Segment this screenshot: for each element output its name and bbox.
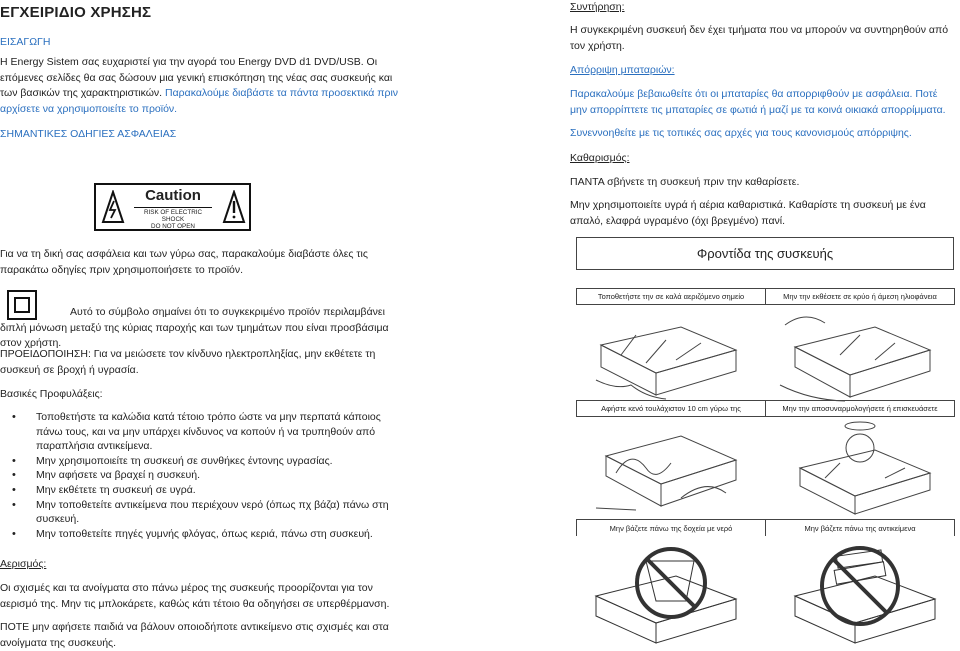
no-objects-on-top-illustration bbox=[765, 541, 955, 646]
list-item: • Μην τοποθετείτε πηγές γυμνής φλόγας, όπως κεριά, πάνω στη συσκευή. bbox=[0, 527, 405, 542]
list-item: • Μην εκθέτετε τη συσκευή σε υγρά. bbox=[0, 483, 405, 498]
care-cell-label: Αφήστε κενό τουλάχιστον 10 cm γύρω της bbox=[576, 400, 766, 417]
children-warning-text: ΠΟΤΕ μην αφήσετε παιδιά να βάλουν οποιοδήποτε αντικείμενο στις σχισμές και στα ανοίγματα της συσκευής. bbox=[0, 621, 389, 649]
list-item: • Τοποθετήστε τα καλώδια κατά τέτοιο τρόπο ώστε να μην περπατά κάποιος πάνω τους, και να μην υπάρχει κίνδυνος να κοπούν ή να τρυπηθούν από παραπλήσια αντικείμενα. bbox=[0, 410, 405, 454]
battery-regulations-text: Συνεννοηθείτε με τις τοπικές σας αρχές για τους κανονισμούς απόρριψης. bbox=[570, 127, 912, 139]
care-cell-label: Μην βάζετε πάνω της δοχεία με νερό bbox=[576, 519, 766, 536]
care-title-box bbox=[576, 237, 954, 270]
device-ventilated-illustration bbox=[576, 305, 766, 405]
intro-read-notice: Παρακαλούμε διαβάστε τα πάντα προσεκτικά πριν αρχίσετε να χρησιμοποιείτε το προϊόν. bbox=[0, 87, 399, 115]
care-cell-label: Μην την αποσυναρμολογήσετε ή επισκευάσετε bbox=[765, 400, 955, 417]
safety-heading: ΣΗΜΑΝΤΙΚΕΣ ΟΔΗΓΙΕΣ ΑΣΦΑΛΕΙΑΣ bbox=[0, 128, 177, 140]
care-cell-label: Μην βάζετε πάνω της αντικείμενα bbox=[765, 519, 955, 536]
intro-paragraph bbox=[0, 55, 400, 117]
ventilation-text: Οι σχισμές και τα ανοίγματα στο πάνω μέρος της συσκευής προορίζονται για τον αερισμό της. Μην τις μπλοκάρετε, καθώς κάτι τέτοιο θα οδηγήσει σε υπερθέρμανση. bbox=[0, 582, 390, 610]
caution-shock-text bbox=[134, 207, 212, 230]
device-no-repair-illustration bbox=[765, 418, 955, 518]
cleaning-heading-text: Καθαρισμός: bbox=[570, 152, 630, 164]
exclamation-warning-icon bbox=[222, 190, 246, 224]
caution-line-1: RISK OF ELECTRIC SHOCK bbox=[143, 209, 203, 223]
cleaning-heading bbox=[570, 151, 630, 167]
care-illustrations bbox=[576, 288, 955, 646]
care-title: Φροντίδα της συσκευής bbox=[696, 246, 834, 261]
ventilation-heading bbox=[0, 557, 46, 573]
precautions-list bbox=[0, 410, 405, 541]
maintenance-text: Η συγκεκριμένη συσκευή δεν έχει τμήματα που να μπορούν να συντηρηθούν από τον χρήστη. bbox=[570, 24, 949, 52]
battery-heading-text: Απόρριψη μπαταριών: bbox=[570, 64, 675, 76]
lightning-warning-icon bbox=[101, 190, 125, 224]
intro-text: Η Energy Sistem σας ευχαριστεί για την αγορά του Energy DVD d1 DVD/USB. Οι επόμενες σελίδες θα σας δώσουν μια γενική επισκόπηση της νέας σας συσκευής και των βασικών της χαρακτηριστικών. bbox=[0, 56, 393, 99]
caution-line-2: DO NOT OPEN bbox=[151, 223, 195, 230]
maintenance-heading bbox=[570, 0, 625, 16]
maintenance-heading-text: Συντήρηση: bbox=[570, 1, 625, 13]
list-item: • Μην αφήσετε να βραχεί η συσκευή. bbox=[0, 468, 405, 483]
battery-text: Παρακαλούμε βεβαιωθείτε ότι οι μπαταρίες θα απορριφθούν με ασφάλεια. Ποτέ μην απορρίπτετε τις μπαταρίες σε φωτιά ή μαζί με τα κοινά οικιακά απορρίμματα. bbox=[570, 88, 946, 116]
cleaning-text-1: ΠΑΝΤΑ σβήνετε τη συσκευή πριν την καθαρίσετε. bbox=[570, 176, 800, 188]
caution-label bbox=[94, 183, 251, 231]
safety-text: Για να τη δική σας ασφάλεια και των γύρω σας, παρακαλούμε διαβάστε όλες τις παρακάτω οδηγίες πριν χρησιμοποιήσετε το προϊόν. bbox=[0, 248, 368, 276]
intro-heading: ΕΙΣΑΓΩΓΗ bbox=[0, 36, 51, 48]
ventilation-heading-text: Αερισμός: bbox=[0, 558, 47, 570]
care-cell-label: Τοποθετήστε την σε καλά αεριζόμενο σημείο bbox=[576, 288, 766, 305]
device-sun-exposure-illustration bbox=[765, 305, 955, 405]
warning-text: ΠΡΟΕΙΔΟΠΟΙΗΣΗ: Για να μειώσετε τον κίνδυνο ηλεκτροπληξίας, μην εκθέτετε τη συσκευή σε βροχή ή υγρασία. bbox=[0, 348, 376, 376]
care-cell-label: Μην την εκθέσετε σε κρύο ή άμεση ηλιοφάνεια bbox=[765, 288, 955, 305]
list-item: • Μην τοποθετείτε αντικείμενα που περιέχουν νερό (όπως πχ βάζα) πάνω στη συσκευή. bbox=[0, 498, 405, 527]
double-insulation-text: Αυτό το σύμβολο σημαίνει ότι το συγκεκριμένο προϊόν περιλαμβάνει διπλή μόνωση μεταξύ της κύριας παροχής και των τμημάτων που είναι προσβάσιμα στον χρήστη. bbox=[0, 306, 389, 349]
page-title: ΕΓΧΕΙΡΙΔΙΟ ΧΡΗΣΗΣ bbox=[0, 4, 152, 21]
list-item: • Μην χρησιμοποιείτε τη συσκευή σε συνθήκες έντονης υγρασίας. bbox=[0, 454, 405, 469]
caution-word: Caution bbox=[145, 187, 201, 204]
battery-heading bbox=[570, 63, 675, 79]
basic-precautions-heading: Βασικές Προφυλάξεις: bbox=[0, 388, 103, 400]
cleaning-text-2: Μην χρησιμοποιείτε υγρά ή αέρια καθαριστικά. Καθαρίστε τη συσκευή με ένα απαλό, ελαφρά υγραμένο (όχι βρεγμένο) πανί. bbox=[570, 199, 926, 227]
no-water-container-illustration bbox=[576, 541, 766, 646]
device-spacing-illustration bbox=[576, 418, 766, 518]
